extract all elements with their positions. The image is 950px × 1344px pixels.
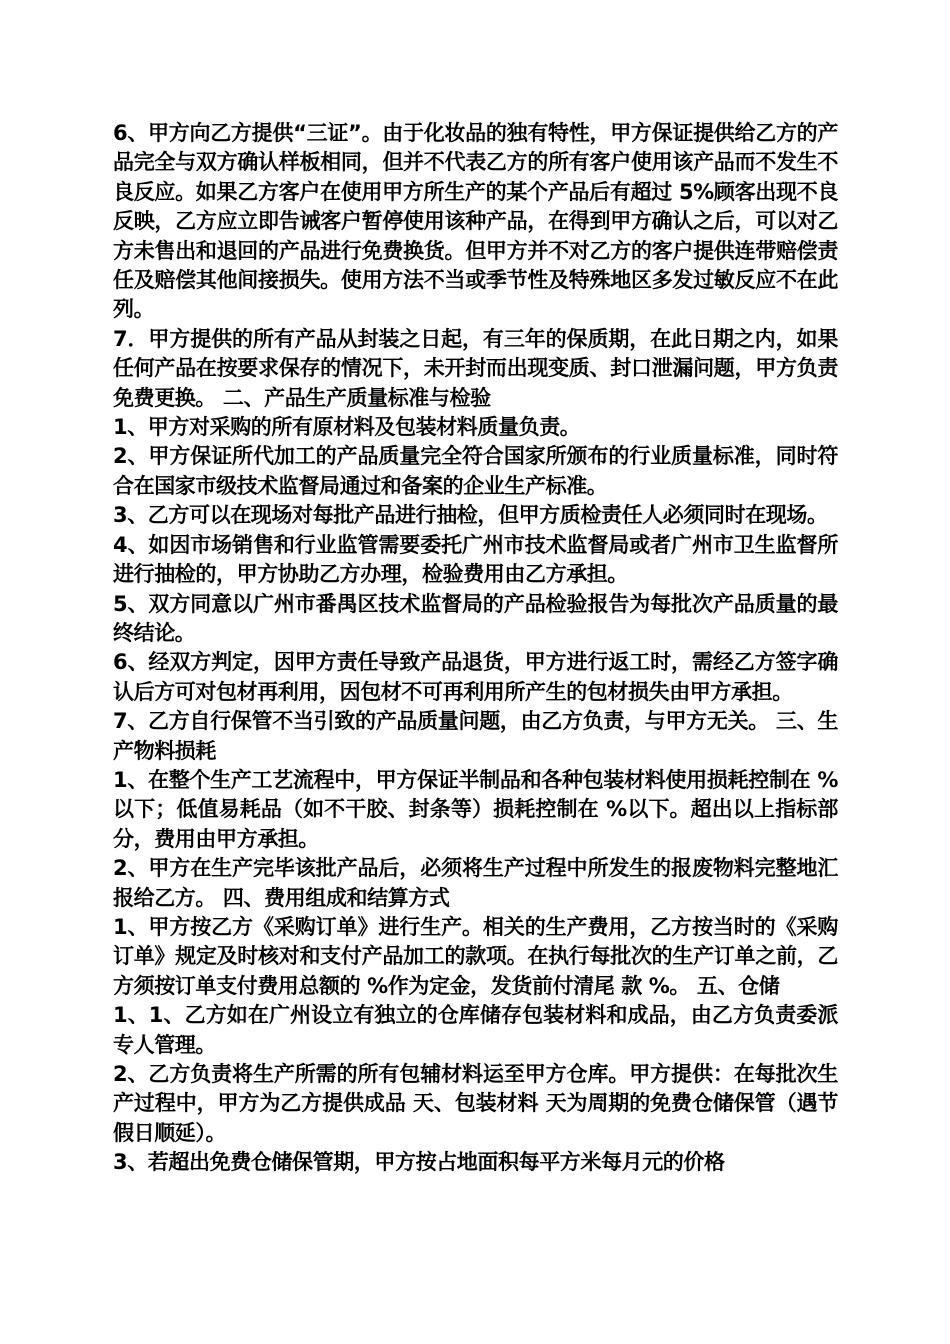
clause-paragraph: 5、双方同意以广州市番禺区技术监督局的产品检验报告为每批次产品质量的最终结论。 [113,591,838,645]
clause-paragraph: 1、在整个生产工艺流程中，甲方保证半制品和各种包装材料使用损耗控制在 %以下；低值易耗品（如不干胶、封条等）损耗控制在 %以下。超出以上指标部分，费用由甲方承担。 [113,767,838,851]
clause-paragraph: 4、如因市场销售和行业监管需要委托广州市技术监督局或者广州市卫生监督所进行抽检的，甲方协助乙方办理，检验费用由乙方承担。 [113,532,838,587]
clause-paragraph: 1、甲方按乙方《采购订单》进行生产。相关的生产费用，乙方按当时的《采购订单》规定及时核对和支付产品加工的款项。在执行每批次的生产订单之前，乙方须按订单支付费用总额的 %作为定金，发货前付清尾 款 %。 五、仓储 [113,914,838,998]
clause-paragraph: 2、乙方负责将生产所需的所有包辅材料运至甲方仓库。甲方提供：在每批次生产过程中，甲方为乙方提供成品 天、包装材料 天为周期的免费仓储保管（遇节假日顺延）。 [113,1062,838,1145]
clause-paragraph: 7．甲方提供的所有产品从封装之日起，有三年的保质期，在此日期之内，如果任何产品在按要求保存的情况下，未开封而出现变质、封口泄漏问题，甲方负责免费更换。 二、产品生产质量标准与检验 [113,326,838,410]
clause-paragraph: 2、甲方在生产完毕该批产品后，必须将生产过程中所发生的报废物料完整地汇报给乙方。 四、费用组成和结算方式 [113,856,838,910]
clause-paragraph: 3、乙方可以在现场对每批产品进行抽检，但甲方质检责任人必须同时在现场。 [113,503,828,528]
document-page [113,119,838,1178]
clause-paragraph: 6、经双方判定，因甲方责任导致产品退货，甲方进行返工时，需经乙方签字确认后方可对包材再利用，因包材不可再利用所产生的包材损失由甲方承担。 [113,650,838,704]
clause-paragraph: 1、1、乙方如在广州设立有独立的仓库储存包装材料和成品，由乙方负责委派专人管理。 [113,1003,838,1057]
clause-paragraph: 7、乙方自行保管不当引致的产品质量问题，由乙方负责，与甲方无关。 三、生产物料损耗 [113,709,838,763]
clause-paragraph: 3、若超出免费仓储保管期，甲方按占地面积每平方米每月元的价格 [113,1150,725,1175]
clause-paragraph: 2、甲方保证所代加工的产品质量完全符合国家所颁布的行业质量标准，同时符合在国家市级技术监督局通过和备案的企业生产标准。 [113,444,838,498]
clause-paragraph: 6、甲方向乙方提供“三证”。由于化妆品的独有特性，甲方保证提供给乙方的产品完全与双方确认样板相同，但并不代表乙方的所有客户使用该产品而不发生不良反应。如果乙方客户在使用甲方所生产的某个产品后有超过 5%顾客出现不良反映，乙方应立即告诫客户暂停使用该种产品，在得到甲方确认之后，可以对乙方未售出和退回的产品进行免费换货。但甲方并不对乙方的客户提供连带赔偿责任及赔偿其他间接损失。使用方法不当或季节性及特殊地区多发过敏反应不在此列。 [113,121,838,322]
clause-paragraph: 1、甲方对采购的所有原材料及包装材料质量负责。 [113,415,581,440]
